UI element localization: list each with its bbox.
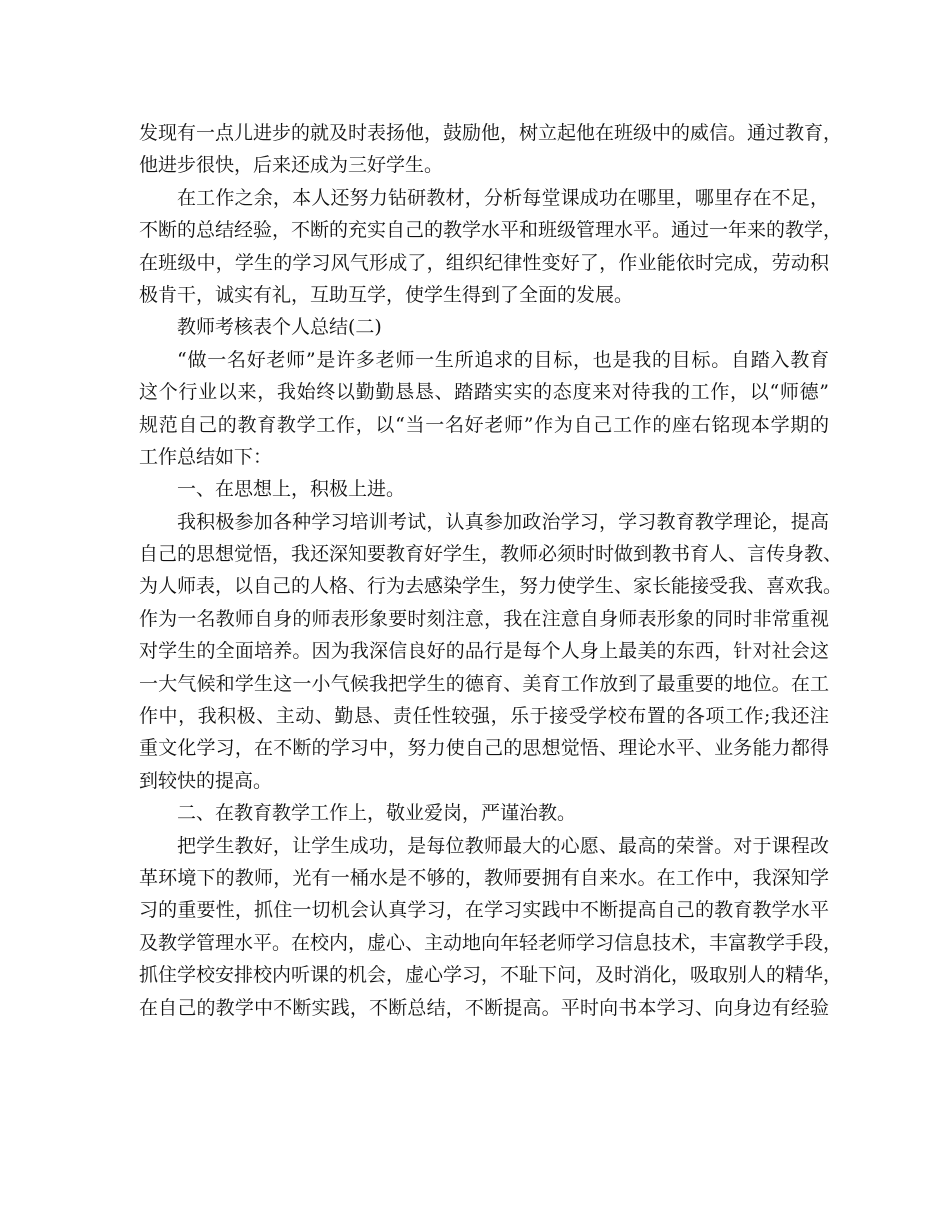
text-line: 一大气候和学生这一小气候我把学生的德育、美育工作放到了最重要的地位。在工 (139, 672, 829, 695)
subsection-heading: 二、在教育教学工作上，敬业爱岗，严谨治教。 (177, 802, 577, 825)
text-line: 作中，我积极、主动、勤恳、责任性较强，乐于接受学校布置的各项工作;我还注 (139, 705, 829, 728)
section-heading: 教师考核表个人总结(二) (177, 316, 382, 339)
text-line: 抓住学校安排校内听课的机会，虚心学习，不耻下问，及时消化，吸取别人的精华， (139, 964, 843, 987)
text-line: 作为一名教师自身的师表形象要时刻注意，我在注意自身师表形象的同时非常重视 (139, 607, 829, 630)
text-line: 自己的思想觉悟，我还深知要教育好学生，教师必须时时做到教书育人、言传身教、 (139, 543, 843, 566)
text-line: 到较快的提高。 (139, 769, 273, 792)
text-line: “做一名好老师”是许多老师一生所追求的目标，也是我的目标。自踏入教育 (177, 348, 829, 371)
text-line: 习的重要性，抓住一切机会认真学习，在学习实践中不断提高自己的教育教学水平 (139, 899, 829, 922)
text-line: 工作总结如下： (139, 445, 273, 468)
text-line: 在自己的教学中不断实践，不断总结，不断提高。平时向书本学习、向身边有经验 (139, 996, 829, 1019)
text-line: 革环境下的教师，光有一桶水是不够的，教师要拥有自来水。在工作中，我深知学 (139, 866, 829, 889)
text-line: 对学生的全面培养。因为我深信良好的品行是每个人身上最美的东西，针对社会这 (139, 640, 829, 663)
document-body (139, 117, 843, 1024)
text-line: 为人师表，以自己的人格、行为去感染学生，努力使学生、家长能接受我、喜欢我。 (139, 575, 843, 598)
text-line: 这个行业以来，我始终以勤勤恳恳、踏踏实实的态度来对待我的工作，以“师德” (139, 381, 829, 404)
text-line: 把学生教好，让学生成功，是每位教师最大的心愿、最高的荣誉。对于课程改 (177, 834, 829, 857)
text-line: 在工作之余，本人还努力钻研教材，分析每堂课成功在哪里，哪里存在不足， (177, 186, 829, 209)
text-line: 他进步很快，后来还成为三好学生。 (139, 154, 444, 177)
text-line: 规范自己的教育教学工作，以“当一名好老师”作为自己工作的座右铭现本学期的 (139, 413, 829, 436)
subsection-heading: 一、在思想上，积极上进。 (177, 478, 406, 501)
text-line: 极肯干，诚实有礼，互助互学，使学生得到了全面的发展。 (139, 283, 634, 306)
text-line: 在班级中，学生的学习风气形成了，组织纪律性变好了，作业能依时完成，劳动积 (139, 251, 829, 274)
text-line: 及教学管理水平。在校内，虚心、主动地向年轻老师学习信息技术，丰富教学手段， (139, 931, 843, 954)
text-line: 发现有一点儿进步的就及时表扬他，鼓励他，树立起他在班级中的威信。通过教育， (139, 122, 843, 144)
text-line: 重文化学习，在不断的学习中，努力使自己的思想觉悟、理论水平、业务能力都得 (139, 737, 829, 760)
text-line: 我积极参加各种学习培训考试，认真参加政治学习，学习教育教学理论，提高 (177, 510, 829, 533)
text-line: 不断的总结经验，不断的充实自己的教学水平和班级管理水平。通过一年来的教学， (139, 219, 843, 242)
